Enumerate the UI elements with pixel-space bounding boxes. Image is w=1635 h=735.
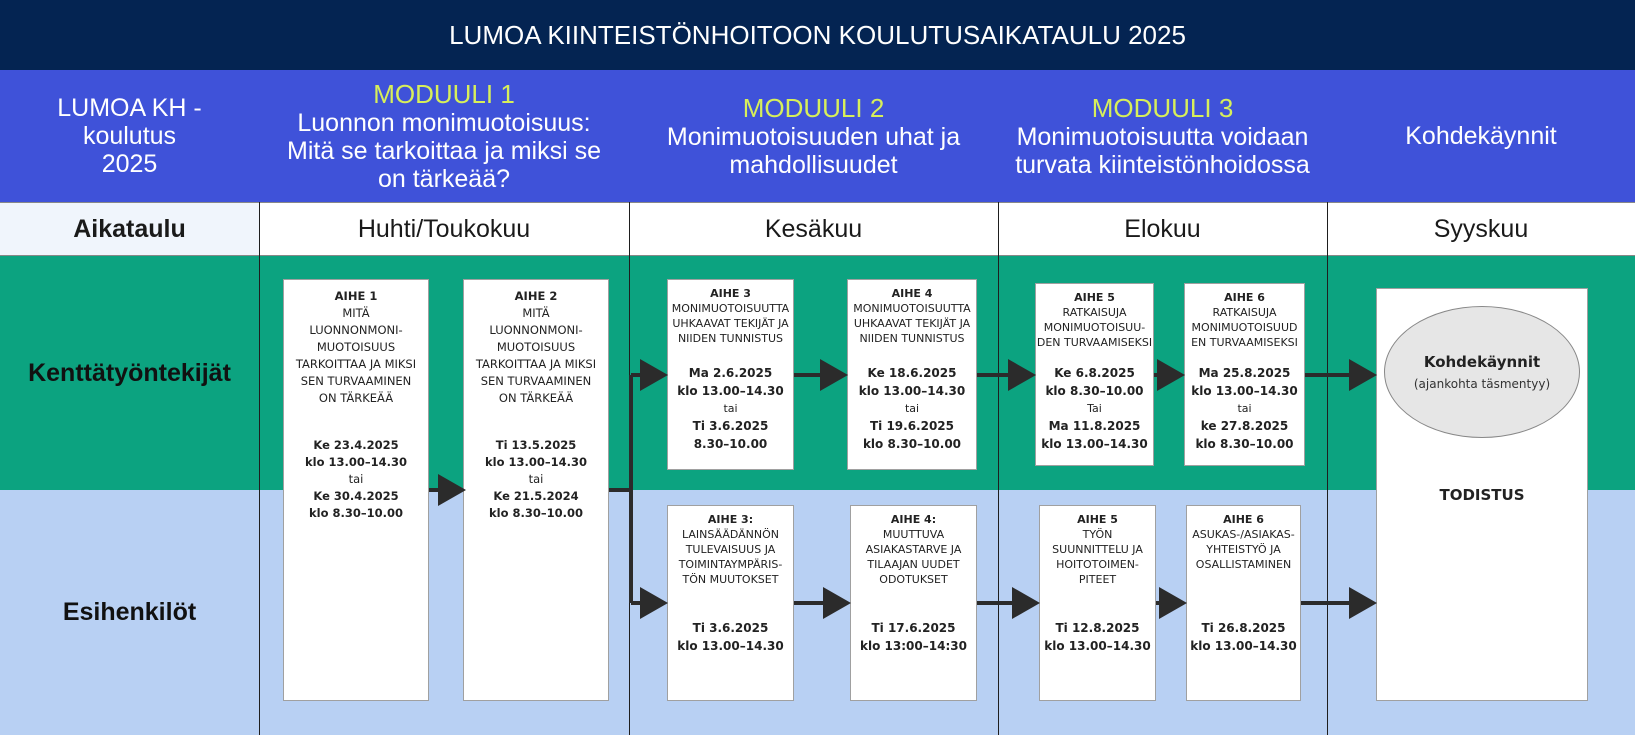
page-title: LUMOA KIINTEISTÖNHOITOON KOULUTUSAIKATAULU 2025 — [0, 0, 1635, 70]
module-1-line-3: on tärkeää? — [377, 165, 511, 193]
header-program-line-2: koulutus — [82, 122, 177, 150]
card-time: klo 8.30–10.00 — [489, 506, 583, 520]
header-visits-label: Kohdekäynnit — [1405, 122, 1557, 150]
card-or: tai — [904, 402, 920, 415]
card-desc-line: ODOTUKSET — [879, 573, 948, 586]
card-time: klo 13.00–14.30 — [1191, 384, 1298, 398]
module-2-label: MODUULI 2 — [742, 93, 885, 123]
card-desc-line: MUUTTUVA — [882, 528, 945, 541]
site-visit-note: (ajankohta täsmentyy) — [1413, 377, 1551, 391]
card-or: tai — [723, 402, 738, 415]
card-time: klo 13.00–14.30 — [1041, 437, 1148, 451]
module-3-label: MODUULI 3 — [1091, 93, 1234, 123]
card-time: klo 8.30–10.00 — [1195, 437, 1294, 451]
module-2-line-2: mahdollisuudet — [729, 151, 898, 179]
card-desc-line: NIIDEN TUNNISTUS — [677, 332, 784, 345]
card-title: AIHE 6 — [1224, 291, 1265, 304]
card-date: Ma 25.8.2025 — [1198, 366, 1291, 380]
card-desc-line: TARKOITTAA JA MIKSI — [295, 357, 417, 371]
card-date: Ti 3.6.2025 — [692, 419, 769, 433]
card-date: Ma 11.8.2025 — [1048, 419, 1141, 433]
schedule-month-4: Syyskuu — [1327, 202, 1635, 256]
card-desc-line: MONIMUOTOISUUTTA — [671, 302, 790, 315]
card-date: Ti 26.8.2025 — [1201, 621, 1286, 635]
card-or: tai — [528, 472, 544, 486]
card-desc-line: UHKAAVAT TEKIJÄT JA — [853, 317, 971, 330]
card-desc-line: LUONNONMONI- — [489, 323, 583, 337]
card-desc-line: OSALLISTAMINEN — [1195, 558, 1292, 571]
card-time: klo 8.30–10.00 — [309, 506, 403, 520]
card-time: 8.30–10.00 — [693, 437, 768, 451]
card-date: Ti 3.6.2025 — [692, 621, 769, 635]
card-date: ke 27.8.2025 — [1200, 419, 1289, 433]
card-desc-line: UHKAAVAT TEKIJÄT JA — [672, 317, 789, 330]
module-3-line-2: turvata kiinteistönhoidossa — [1015, 151, 1310, 179]
card-desc-line: TARKOITTAA JA MIKSI — [475, 357, 597, 371]
card-desc-line: SUUNNITTELU JA — [1052, 543, 1143, 556]
card-desc-line: TYÖN — [1082, 528, 1113, 541]
card-desc-line: ON TÄRKEÄÄ — [498, 391, 574, 405]
card-desc-line: YHTEISTYÖ JA — [1206, 543, 1281, 556]
card-date: Ti 12.8.2025 — [1055, 621, 1140, 635]
schedule-month-1: Huhti/Toukokuu — [259, 202, 629, 256]
card-desc-line: TOIMINTAYMPÄRIS- — [678, 558, 783, 571]
card-date: Ti 13.5.2025 — [495, 438, 577, 452]
card-date: Ti 17.6.2025 — [871, 621, 956, 635]
card-date: Ti 19.6.2025 — [869, 419, 955, 433]
card-desc-line: SEN TURVAAMINEN — [300, 374, 412, 388]
header-program-line-3: 2025 — [101, 150, 158, 178]
header-program-line-1: LUMOA KH - — [57, 94, 202, 122]
card-desc-line: ON TÄRKEÄÄ — [318, 391, 394, 405]
card-time: klo 13.00–14.30 — [1044, 639, 1151, 653]
card-date: Ke 30.4.2025 — [313, 489, 399, 503]
card-date: Ke 6.8.2025 — [1054, 366, 1135, 380]
card-desc-line: LAINSÄÄDÄNNÖN — [681, 528, 780, 541]
card-time: klo 8.30–10.00 — [1045, 384, 1144, 398]
module-1-line-1: Luonnon monimuotoisuus: — [297, 109, 591, 137]
module-1-line-2: Mitä se tarkoittaa ja miksi se — [287, 137, 601, 165]
card-desc-line: EN TURVAAMISEKSI — [1191, 336, 1298, 349]
card-time: klo 13:00–14:30 — [860, 639, 967, 653]
card-time: klo 13.00–14.30 — [485, 455, 587, 469]
card-desc-line: ASUKAS-/ASIAKAS- — [1192, 528, 1295, 541]
card-title: AIHE 1 — [334, 289, 378, 303]
card-desc-line: RATKAISUJA — [1062, 306, 1127, 319]
card-time: klo 13.00–14.30 — [858, 384, 966, 398]
card-title: AIHE 3 — [710, 287, 751, 300]
row-label-managers: Esihenkilöt — [62, 598, 197, 626]
card-time: klo 13.00–14.30 — [677, 384, 784, 398]
card-desc-line: SEN TURVAAMINEN — [480, 374, 592, 388]
card-desc-line: MONIMUOTOISUUTTA — [853, 302, 971, 315]
card-desc-line: PITEET — [1078, 573, 1117, 586]
card-title: AIHE 5 — [1077, 513, 1118, 526]
card-desc-line: MONIMUOTOISUU- — [1043, 321, 1146, 334]
module-3-line-1: Monimuotoisuutta voidaan — [1016, 123, 1309, 151]
card-desc-line: MUOTOISUUS — [316, 340, 396, 354]
card-date: Ke 21.5.2024 — [493, 489, 579, 503]
certificate-label: TODISTUS — [1439, 486, 1525, 504]
card-title: AIHE 5 — [1074, 291, 1115, 304]
card-or: Tai — [1087, 402, 1102, 415]
schedule-label: Aikataulu — [0, 202, 259, 256]
row-label-field-workers: Kenttätyöntekijät — [28, 358, 231, 387]
card-title: AIHE 3: — [707, 513, 754, 526]
card-date: Ke 23.4.2025 — [313, 438, 399, 452]
card-date: Ke 18.6.2025 — [867, 366, 957, 380]
card-desc-line: RATKAISUJA — [1212, 306, 1277, 319]
card-title: AIHE 2 — [514, 289, 558, 303]
card-title: AIHE 4 — [891, 287, 933, 300]
card-desc-line: MITÄ — [342, 306, 370, 320]
card-desc-line: TÖN MUUTOKSET — [682, 573, 779, 586]
card-desc-line: DEN TURVAAMISEKSI — [1036, 336, 1153, 349]
schedule-month-3: Elokuu — [998, 202, 1327, 256]
card-desc-line: MONIMUOTOISUUD — [1191, 321, 1298, 334]
arrow-branch — [609, 375, 631, 603]
card-or: tai — [1237, 402, 1252, 415]
card-desc-line: TULEVAISUUS JA — [685, 543, 776, 556]
card-time: klo 13.00–14.30 — [677, 639, 784, 653]
card-title: AIHE 6 — [1223, 513, 1264, 526]
module-2-line-1: Monimuotoisuuden uhat ja — [666, 123, 961, 151]
module-1-label: MODUULI 1 — [373, 79, 515, 109]
card-desc-line: HOITOTOIMEN- — [1056, 558, 1139, 571]
card-date: Ma 2.6.2025 — [688, 366, 773, 380]
card-time: klo 8.30–10.00 — [862, 437, 962, 451]
card-desc-line: TILAAJAN UUDET — [867, 558, 960, 571]
card-time: klo 13.00–14.30 — [305, 455, 407, 469]
site-visit-title: Kohdekäynnit — [1423, 353, 1541, 371]
card-desc-line: LUONNONMONI- — [309, 323, 403, 337]
card-or: tai — [348, 472, 364, 486]
card-desc-line: ASIAKASTARVE JA — [865, 543, 962, 556]
card-title: AIHE 4: — [890, 513, 937, 526]
card-time: klo 13.00–14.30 — [1190, 639, 1297, 653]
card-desc-line: MITÄ — [522, 306, 550, 320]
card-desc-line: NIIDEN TUNNISTUS — [859, 332, 965, 345]
schedule-month-2: Kesäkuu — [629, 202, 998, 256]
card-desc-line: MUOTOISUUS — [496, 340, 576, 354]
